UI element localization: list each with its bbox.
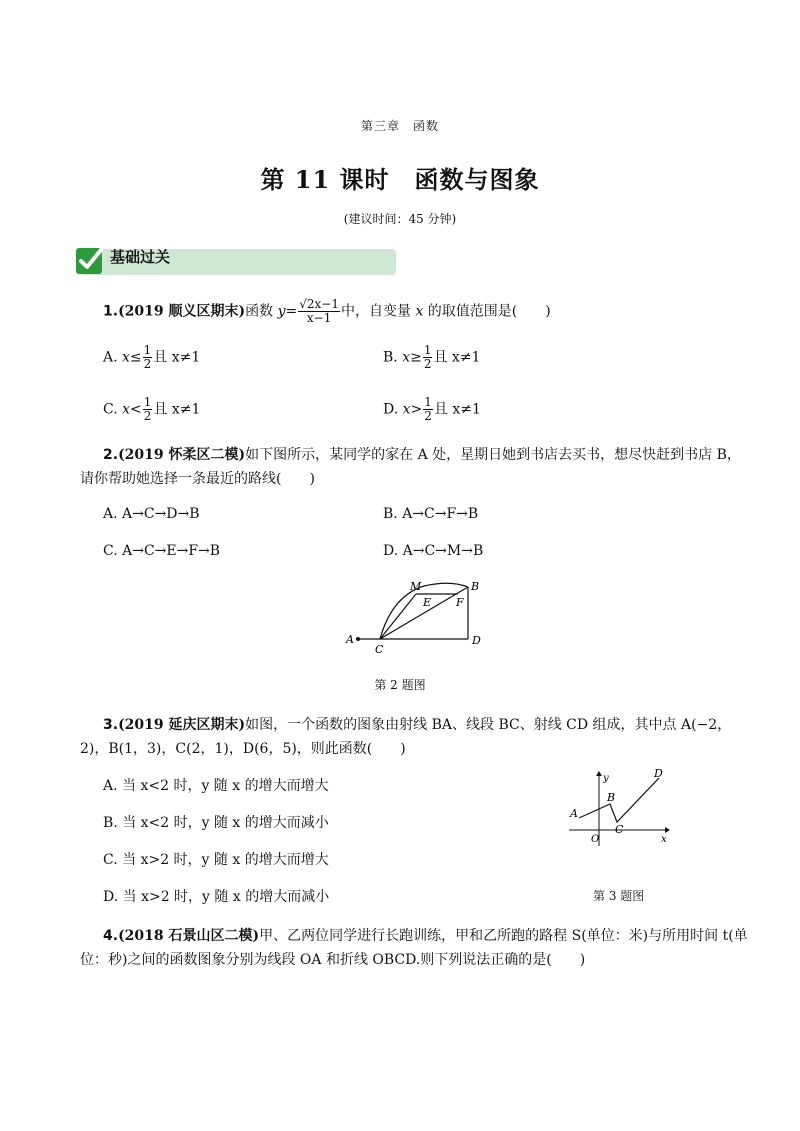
label-d: D xyxy=(472,634,481,647)
label-c: C xyxy=(375,643,384,656)
question-source: (2019 怀柔区二模) xyxy=(118,447,246,463)
question-4-line-2: 位：秒)之间的函数图象分别为线段 OA 和折线 OBCD.则下列说法正确的是( ) xyxy=(80,952,586,968)
page-subtitle: (建议时间：45 分钟) xyxy=(343,212,457,226)
label-c: C xyxy=(615,823,624,836)
fraction: $\frac{√2x-1}{x-1}$ xyxy=(299,297,339,325)
question-1-stem: 1.(2019 顺义区期末)函数 y= $\frac{√2x-1}{x-1}$ 中，自变量 x 的取值范围是( ) xyxy=(103,297,551,325)
q1-option-b[interactable]: B. x≥ $\frac{1}{2}$ 且 x≠1 xyxy=(383,343,481,371)
section-title: 基础过关 xyxy=(110,248,171,266)
label-a: A xyxy=(346,633,354,646)
question-2-line-2: 请你帮助她选择一条最近的路线( ) xyxy=(80,471,315,487)
label-e: E xyxy=(423,596,432,609)
q3-option-a[interactable]: A. 当 x<2 时，y 随 x 的增大而增大 xyxy=(103,778,329,794)
question-2-figure xyxy=(340,576,490,656)
question-4-line-1: 4.(2018 石景山区二模)甲、乙两位同学进行长跑训练，甲和乙所跑的路程 S(单位：米)与所用时间 t(单 xyxy=(103,928,748,944)
label-a: A xyxy=(570,807,578,820)
label-b: B xyxy=(607,791,616,804)
checkmark-icon xyxy=(74,244,106,276)
question-3-figure xyxy=(565,768,675,848)
question-3-line-2: 2)，B(1，3)，C(2，1)，D(6，5)，则此函数( ) xyxy=(80,741,406,757)
q3-option-d[interactable]: D. 当 x>2 时，y 随 x 的增大而减小 xyxy=(103,889,330,905)
label-x: x xyxy=(661,834,667,845)
q1-option-a[interactable]: A. x≤ $\frac{1}{2}$ 且 x≠1 xyxy=(103,343,201,371)
question-number: 1. xyxy=(103,303,119,320)
q3-option-b[interactable]: B. 当 x<2 时，y 随 x 的增大而减小 xyxy=(103,815,329,831)
question-source: (2018 石景山区二模) xyxy=(118,928,260,944)
q1-option-c[interactable]: C. x< $\frac{1}{2}$ 且 x≠1 xyxy=(103,395,201,423)
figure-3-caption: 第 3 题图 xyxy=(593,889,645,903)
label-o: O xyxy=(591,834,600,845)
q2-option-b[interactable]: B. A→C→F→B xyxy=(383,506,479,522)
label-y: y xyxy=(603,773,609,784)
q2-option-d[interactable]: D. A→C→M→B xyxy=(383,543,484,559)
q2-option-c[interactable]: C. A→C→E→F→B xyxy=(103,543,221,559)
question-3-line-1: 3.(2019 延庆区期末)如图，一个函数的图象由射线 BA、线段 BC、射线 CD 组成，其中点 A(−2， xyxy=(103,717,732,733)
q1-option-d[interactable]: D. x> $\frac{1}{2}$ 且 x≠1 xyxy=(383,395,481,423)
chapter-header: 第三章 函数 xyxy=(360,119,439,133)
question-number: 2. xyxy=(103,447,119,463)
label-m: M xyxy=(410,580,422,593)
q2-option-a[interactable]: A. A→C→D→B xyxy=(103,506,200,522)
question-source: (2019 延庆区期末) xyxy=(118,717,246,733)
figure-2-caption: 第 2 题图 xyxy=(374,678,426,692)
q3-option-c[interactable]: C. 当 x>2 时，y 随 x 的增大而增大 xyxy=(103,852,329,868)
question-2-line-1: 2.(2019 怀柔区二模)如下图所示，某同学的家在 A 处，星期日她到书店去买书，想尽快赶到书店 B， xyxy=(103,447,741,463)
label-b: B xyxy=(471,580,480,593)
label-f: F xyxy=(456,596,464,609)
label-d: D xyxy=(654,768,663,780)
question-source: (2019 顺义区期末) xyxy=(118,303,246,320)
question-number: 3. xyxy=(103,717,119,733)
question-number: 4. xyxy=(103,928,119,944)
page-title: 第 11 课时 函数与图象 xyxy=(260,165,540,194)
